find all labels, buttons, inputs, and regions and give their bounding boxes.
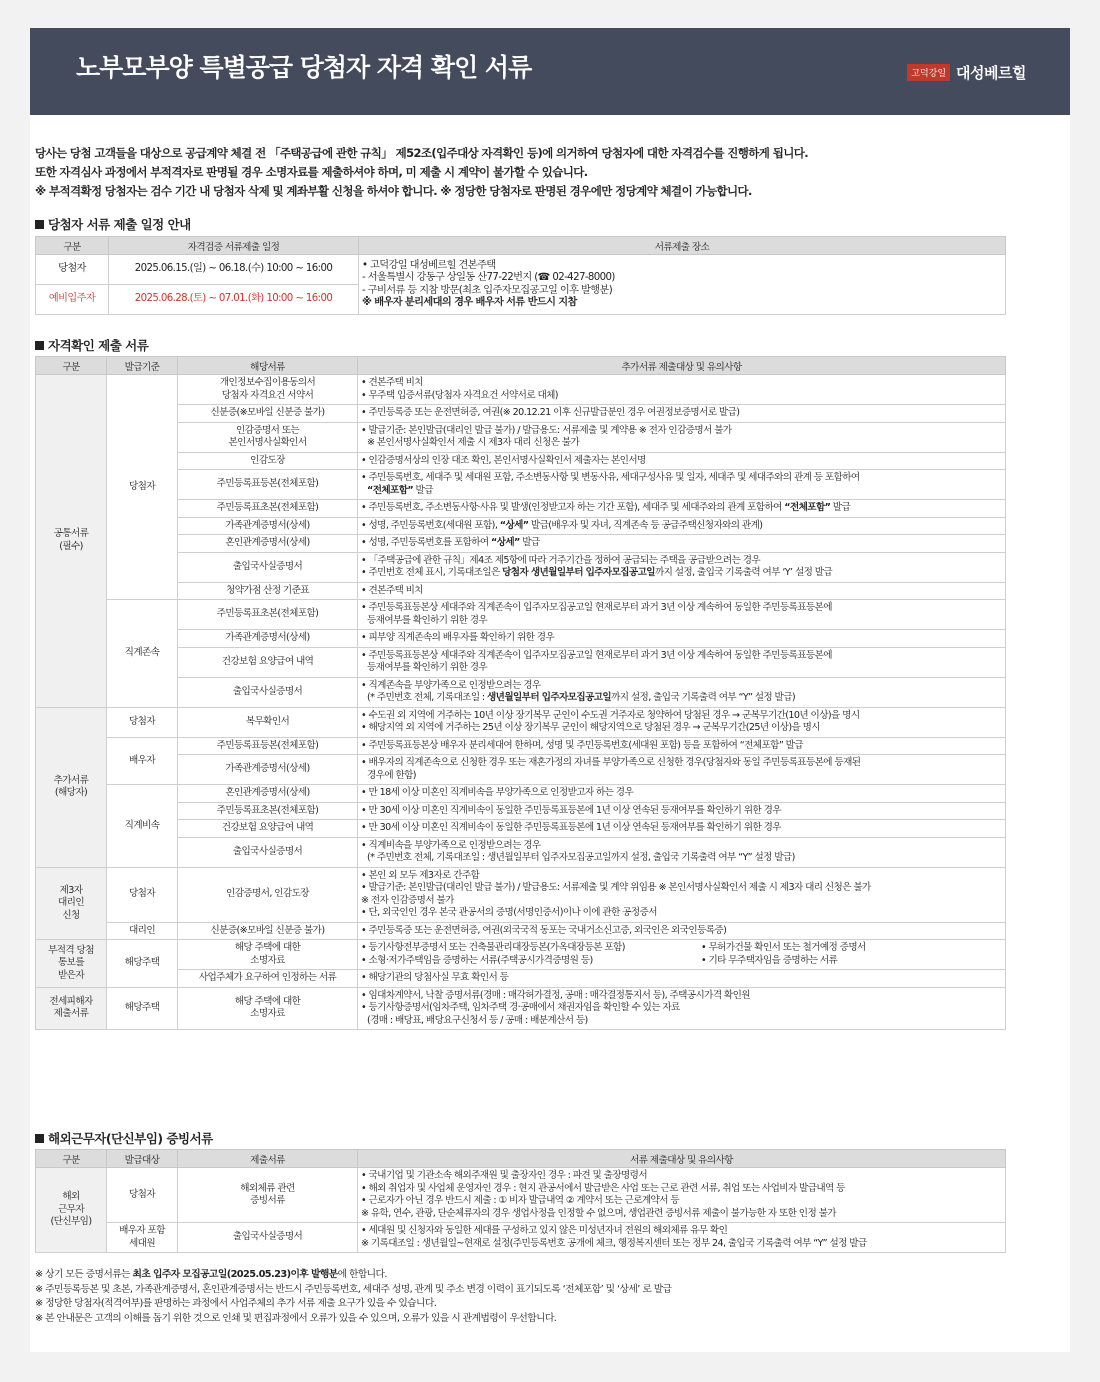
doc-cell: 출입국사실증명서 bbox=[178, 677, 358, 707]
doc-cell: 주민등록표초본(전체포함) bbox=[178, 802, 358, 820]
doc-cell: 혼인관계증명서(상세) bbox=[178, 785, 358, 803]
doc-cell: 출입국사실증명서 bbox=[178, 837, 358, 867]
note-cell: • 주민등록표등본상 배우자 분리세대여 한하며, 성명 및 주민등록번호(세대원 포함) 등을 포함하여 “전체포함” 발급 bbox=[358, 737, 1006, 755]
section-title-overseas: 해외근무자(단신부임) 증빙서류 bbox=[35, 1129, 213, 1147]
col-header: 해당서류 bbox=[178, 357, 358, 375]
sub-house: 해당주택 bbox=[107, 987, 178, 1030]
place-cell bbox=[359, 255, 1006, 315]
doc-cell: 인감도장 bbox=[178, 452, 358, 470]
place-line: - 서울특별시 강동구 상일동 산77-22번지 (☎ 02-427-8000) bbox=[362, 272, 615, 283]
doc-cell: 혼인관계증명서(상세) bbox=[178, 535, 358, 553]
note-cell: • 견본주택 비치 • 무주택 입증서류(당첨자 자격요건 서약서로 대체) bbox=[358, 375, 1006, 405]
note-cell: • 주민등록표등본상 세대주와 직계존속이 입주자모집공고일 현재로부터 과거 3년 이상 계속하여 동일한 주민등록표등본에 등재여부를 확인하기 위한 경우 bbox=[358, 600, 1006, 630]
sub-spouse: 배우자 bbox=[107, 737, 178, 785]
schedule-table bbox=[35, 236, 1006, 315]
note-cell: • 직계존속을 부양가족으로 인정받으려는 경우 (* 주민번호 전체, 기록대조일 : 생년월일부터 입주자모집공고일까지 설정, 출입국 기록출력 여부 “Y” 설정 발급) bbox=[358, 677, 1006, 707]
intro-line: 또한 자격심사 과정에서 부적격자로 판명될 경우 소명자료를 제출하셔야 하며, 미 제출 시 계약이 불가할 수 있습니다. bbox=[35, 165, 588, 179]
col-header: 추가서류 제출대상 및 유의사항 bbox=[358, 357, 1006, 375]
note-cell: • 성명, 주민등록번호(세대원 포함), “상세” 발급(배우자 및 자녀, 직계존속 등 공급주택신청자와의 관계) bbox=[358, 517, 1006, 535]
col-header: 구분 bbox=[36, 237, 109, 255]
note-cell: • 등기사항전부증명서 또는 건축물관리대장등본(가옥대장등본 포함) • 무허가건물 확인서 또는 철거예정 증명서 • 소형·저가주택임을 증명하는 서류(주택공시가격증명원 등) • 기타 무주택자임을 증명하는 서류 bbox=[358, 940, 1006, 970]
sub-winner: 당첨자 bbox=[107, 707, 178, 737]
doc-cell: 출입국사실증명서 bbox=[178, 1223, 358, 1253]
col-header: 서류제출 장소 bbox=[359, 237, 1006, 255]
note-cell: • 만 30세 이상 미혼인 직계비속이 동일한 주민등록표등본에 1년 이상 연속된 등재여부를 확인하기 위한 경우 bbox=[358, 802, 1006, 820]
sub-descendant: 직계비속 bbox=[107, 785, 178, 868]
doc-cell: 인감증명서, 인감도장 bbox=[178, 867, 358, 922]
note-cell: • 피부양 직계존속의 배우자를 확인하기 위한 경우 bbox=[358, 630, 1006, 648]
footnotes bbox=[35, 1268, 671, 1326]
col-header: 자격검증 서류제출 일정 bbox=[109, 237, 359, 255]
note-cell: • 주민등록증 또는 운전면허증, 여권(※ 20.12.21 이후 신규발급분인 경우 여권정보증명서로 발급) bbox=[358, 405, 1006, 423]
note-cell: • 주민등록번호, 주소변동사항·사유 및 발생(인정받고자 하는 기간 포함), 세대주 및 세대주와의 관계 포함하여 “전체포함” 발급 bbox=[358, 500, 1006, 518]
note-cell: • 주민등록증 또는 운전면허증, 여권(외국국적 동포는 국내거소신고증, 외국인은 외국인등록증) bbox=[358, 922, 1006, 940]
note-cell: • 임대차계약서, 낙찰 증명서류(경매 : 매각허가결정, 공매 : 매각결정통지서 등), 주택공시가격 확인원 • 등기사항증명서(임차주택, 임차주택 경·공매에서 채권자임을 확인할 수 있는 자료 (경매 : 배당표, 배당요구신청서 등 / 공매 : 배분계산서 등) bbox=[358, 987, 1006, 1030]
doc-cell: 신분증(※모바일 신분증 불가) bbox=[178, 922, 358, 940]
note-cell: • 만 30세 이상 미혼인 직계비속이 동일한 주민등록표등본에 1년 이상 연속된 등재여부를 확인하기 위한 경우 bbox=[358, 820, 1006, 838]
doc-cell: 개인정보수집이용동의서 당첨자 자격요건 서약서 bbox=[178, 375, 358, 405]
place-line: ※ 배우자 분리세대의 경우 배우자 서류 반드시 지참 bbox=[362, 297, 577, 308]
group-third-party: 제3자 대리인 신청 bbox=[36, 867, 107, 940]
sub-winner: 당첨자 bbox=[107, 375, 178, 600]
note-cell: • 세대원 및 신청자와 동일한 세대를 구성하고 있지 않은 미성년자녀 전원의 해외체류 유무 확인 ※ 기록대조일 : 생년월일~현재로 설정(주민등록번호 공개에 체크, 행정복지센터 또는 정부 24, 출입국 기록출력 여부 “Y” 설정 발급 bbox=[358, 1223, 1006, 1253]
cell: 당첨자 bbox=[36, 255, 109, 285]
doc-cell: 신분증(※모바일 신분증 불가) bbox=[178, 405, 358, 423]
doc-cell: 해당 주택에 대한 소명자료 bbox=[178, 987, 358, 1030]
note-cell: • 해당기관의 당첨사실 무효 확인서 등 bbox=[358, 970, 1006, 988]
place-line: • 고덕강일 대성베르힐 견본주택 bbox=[362, 259, 496, 271]
col-header: 구분 bbox=[36, 357, 107, 375]
brand-tag: 고덕강일 bbox=[907, 64, 950, 81]
sub-winner: 당첨자 bbox=[107, 867, 178, 922]
sub-lineal: 직계존속 bbox=[107, 600, 178, 708]
cell: 예비입주자 bbox=[36, 285, 109, 315]
cell: 2025.06.15.(일) ~ 06.18.(수) 10:00 ~ 16:00 bbox=[109, 255, 359, 285]
group-overseas: 해외 근무자 (단신부임) bbox=[36, 1168, 107, 1253]
doc-cell: 주민등록표등본(전체포함) bbox=[178, 470, 358, 500]
group-unfit: 부적격 당첨 통보를 받은자 bbox=[36, 940, 107, 988]
sub-house: 해당주택 bbox=[107, 940, 178, 988]
section-title-documents: 자격확인 제출 서류 bbox=[35, 336, 148, 354]
doc-cell: 복무확인서 bbox=[178, 707, 358, 737]
note-cell: • 인감증명서상의 인장 대조 확인, 본인서명사실확인서 제출자는 본인서명 bbox=[358, 452, 1006, 470]
doc-cell: 출입국사실증명서 bbox=[178, 552, 358, 582]
doc-cell: 사업주체가 요구하여 인정하는 서류 bbox=[178, 970, 358, 988]
col-header: 발급대상 bbox=[107, 1150, 178, 1168]
note-cell: • 성명, 주민등록번호를 포함하여 “상세” 발급 bbox=[358, 535, 1006, 553]
col-header: 구분 bbox=[36, 1150, 107, 1168]
footnote: ※ 상기 모든 증명서류는 최초 입주자 모집공고일(2025.05.23)이후 발행분에 한합니다. bbox=[35, 1269, 387, 1280]
intro-text bbox=[35, 144, 1015, 201]
doc-cell: 해당 주택에 대한 소명자료 bbox=[178, 940, 358, 970]
group-additional: 추가서류 (해당자) bbox=[36, 707, 107, 867]
cell: 2025.06.28.(토) ~ 07.01.(화) 10:00 ~ 16:00 bbox=[109, 285, 359, 315]
sub-household: 배우자 포함 세대원 bbox=[107, 1223, 178, 1253]
col-header: 발급기준 bbox=[107, 357, 178, 375]
footnote: ※ 정당한 당첨자(적격여부)를 판명하는 과정에서 사업주체의 추가 서류 제출 요구가 있을 수 있습니다. bbox=[35, 1298, 437, 1309]
header-bar bbox=[30, 28, 1070, 115]
footnote: ※ 주민등록등본 및 초본, 가족관계증명서, 혼인관계증명서는 반드시 주민등록번호, 세대주 성명, 관계 및 주소 변경 이력이 표기되도록 ‘전체포함’ 및 ‘상세’ 로 발급 bbox=[35, 1283, 672, 1295]
doc-cell: 건강보험 요양급여 내역 bbox=[178, 647, 358, 677]
note-cell: • 만 18세 이상 미혼인 직계비속을 부양가족으로 인정받고자 하는 경우 bbox=[358, 785, 1006, 803]
note-cell: • 직계비속을 부양가족으로 인정받으려는 경우 (* 주민번호 전체, 기록대조일 : 생년월일부터 입주자모집공고일까지 설정, 출입국 기록출력 여부 “Y” 설정 발급) bbox=[358, 837, 1006, 867]
note-cell: • 본인 외 모두 제3자로 간주함 • 발급기준: 본인발급(대리인 발급 불가) / 발급용도: 서류제출 및 계약 위임용 ※ 본인서명사실확인서 제출 시 제3자 대리 신청은 불가 ※ 전자 인감증명서 불가 • 단, 외국인인 경우 본국 관공서의 증명(서명인증서)이나 이에 관한 공정증서 bbox=[358, 867, 1006, 922]
section-title-schedule: 당첨자 서류 제출 일정 안내 bbox=[35, 215, 191, 233]
documents-table bbox=[35, 356, 1006, 1030]
note-cell: • 「주택공급에 관한 규칙」제4조 제5항에 따라 거주기간을 정하여 공급되는 주택을 공급받으려는 경우 • 주민번호 전체 표시, 기록대조일은 당첨자 생년월일부터 입주자모집공고일까지 설정, 출입국 기록출력 여부 ‘Y’ 설정 발급 bbox=[358, 552, 1006, 582]
col-header: 서류 제출대상 및 유의사항 bbox=[358, 1150, 1006, 1168]
doc-cell: 청약가점 산정 기준표 bbox=[178, 582, 358, 600]
group-lease-victim: 전세피해자 제출서류 bbox=[36, 987, 107, 1030]
footnote: ※ 본 안내문은 고객의 이해를 돕기 위한 것으로 인쇄 및 편집과정에서 오류가 있을 수 있으며, 오류가 있을 시 관계법령이 우선합니다. bbox=[35, 1312, 557, 1324]
note-cell: • 주민등록번호, 세대주 및 세대원 포함, 주소변동사항 및 변동사유, 세대구성사유 및 일자, 세대주 및 세대주와의 관계 등 포함하여 “전체포함” 발급 bbox=[358, 470, 1006, 500]
doc-cell: 가족관계증명서(상세) bbox=[178, 755, 358, 785]
doc-cell: 주민등록표등본(전체포함) bbox=[178, 737, 358, 755]
doc-cell: 주민등록표초본(전체포함) bbox=[178, 600, 358, 630]
brand-logo bbox=[907, 62, 1026, 83]
sub-winner: 당첨자 bbox=[107, 1168, 178, 1223]
doc-cell: 가족관계증명서(상세) bbox=[178, 517, 358, 535]
intro-line: ※ 부적격확정 당첨자는 검수 기간 내 당첨자 삭제 및 계좌부활 신청을 하셔야 합니다. ※ 정당한 당첨자로 판명된 경우에만 정당계약 체결이 가능합니다. bbox=[35, 184, 752, 198]
doc-cell: 주민등록표초본(전체포함) bbox=[178, 500, 358, 518]
note-cell: • 배우자의 직계존속으로 신청한 경우 또는 재혼가정의 자녀를 부양가족으로 신청한 경우(당첨자와 동일 주민등록표등본에 등재된 경우에 한함) bbox=[358, 755, 1006, 785]
place-line: - 구비서류 등 지참 방문(최초 입주자모집공고일 이후 발행분) bbox=[362, 284, 613, 296]
note-cell: • 발급기준: 본인발급(대리인 발급 불가) / 발급용도: 서류제출 및 계약용 ※ 전자 인감증명서 불가 ※ 본인서명사실확인서 제출 시 제3자 대리 신청은 불가 bbox=[358, 422, 1006, 452]
overseas-table bbox=[35, 1149, 1006, 1253]
doc-cell: 건강보험 요양급여 내역 bbox=[178, 820, 358, 838]
intro-line: 당사는 당첨 고객들을 대상으로 공급계약 체결 전 「주택공급에 관한 규칙」 제52조(입주대상 자격확인 등)에 의거하여 당첨자에 대한 자격검수를 진행하게 됩니다. bbox=[35, 146, 809, 160]
page-title: 노부모부양 특별공급 당첨자 자격 확인 서류 bbox=[76, 53, 532, 82]
note-cell: • 견본주택 비치 bbox=[358, 582, 1006, 600]
note-cell: • 국내기업 및 기관소속 해외주재원 및 출장자인 경우 : 파견 및 출장명령서 • 해외 취업자 및 사업체 운영자인 경우 : 현지 관공서에서 발급받은 사업 또는 근로 관련 서류, 취업 또는 사업비자 발급내역 등 • 근로자가 아닌 경우 반드시 제출 : ① 비자 발급내역 ② 계약서 또는 근로계약서 등 ※ 유학, 연수, 관광, 단순체류자의 경우 생업사정을 인정할 수 없으며, 생업관련 증빙서류 제출이 불가능한 자 또한 인정 불가 bbox=[358, 1168, 1006, 1223]
doc-cell: 인감증명서 또는 본인서명사실확인서 bbox=[178, 422, 358, 452]
note-cell: • 주민등록표등본상 세대주와 직계존속이 입주자모집공고일 현재로부터 과거 3년 이상 계속하여 동일한 주민등록표등본에 등재여부를 확인하기 위한 경우 bbox=[358, 647, 1006, 677]
group-common: 공통서류 (필수) bbox=[36, 375, 107, 708]
doc-cell: 해외체류 관련 증빙서류 bbox=[178, 1168, 358, 1223]
note-cell: • 수도권 외 지역에 거주하는 10년 이상 장기복무 군인이 수도권 거주자로 청약하여 당첨된 경우 → 군복무기간(10년 이상)을 명시 • 해당지역 외 지역에 거주하는 25년 이상 장기복무 군인이 해당지역으로 당첨된 경우 → 군복무기간(25년 이상)을 명시 bbox=[358, 707, 1006, 737]
doc-cell: 가족관계증명서(상세) bbox=[178, 630, 358, 648]
sub-agent: 대리인 bbox=[107, 922, 178, 940]
brand-name: 대성베르힐 bbox=[956, 64, 1026, 82]
col-header: 제출서류 bbox=[178, 1150, 358, 1168]
